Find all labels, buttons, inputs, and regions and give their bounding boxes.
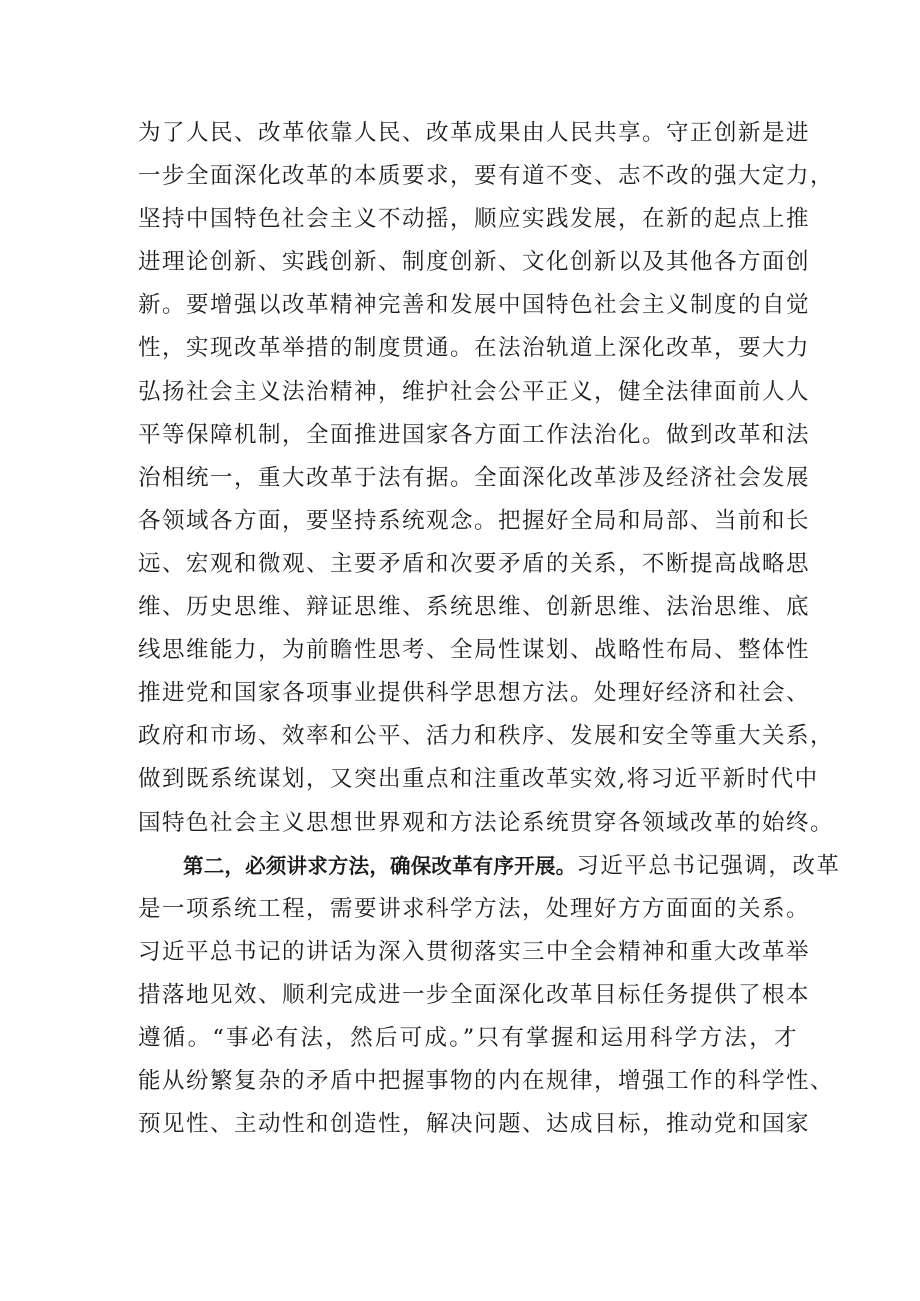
document-body [138,112,841,1146]
text-line: 弘扬社会主义法治精神，维护社会公平正义，健全法律面前人人 [138,378,811,405]
text-line: 线思维能力，为前瞻性思考、全局性谋划、战略性布局、整体性 [138,637,811,664]
text-line: 远、宏观和微观、主要矛盾和次要矛盾的关系，不断提高战略思 [138,550,811,577]
text-line: 做到既系统谋划，又突出重点和注重改革实效,将习近平新时代中 [138,766,819,793]
text-line: 性，实现改革举措的制度贯通。在法治轨道上深化改革，要大力 [138,335,811,362]
text-line: 为了人民、改革依靠人民、改革成果由人民共享。守正创新是进 [138,120,811,146]
text-line: 遵循。“事必有法，然后可成。”只有掌握和运用科学方法，才 [138,1024,798,1051]
text-line: 措落地见效、顺利完成进一步全面深化改革目标任务提供了根本 [138,981,811,1008]
section-heading: 第二，必须讲求方法，确保改革有序开展。 [183,853,577,878]
text-line: 是一项系统工程，需要讲求科学方法，处理好方方面面的关系。 [138,895,811,922]
text-line: 坚持中国特色社会主义不动摇，顺应实践发展，在新的起点上推 [138,206,811,233]
text-line: 进理论创新、实践创新、制度创新、文化创新以及其他各方面创 [138,249,811,276]
text-line: 治相统一，重大改革于法有据。全面深化改革涉及经济社会发展 [138,464,811,491]
text-line: 习近平总书记的讲话为深入贯彻落实三中全会精神和重大改革举 [138,938,811,965]
text-line: 一步全面深化改革的本质要求，要有道不变、志不改的强大定力， [138,163,835,190]
text-line: 维、历史思维、辩证思维、系统思维、创新思维、法治思维、底 [138,594,811,621]
paragraph-1 [138,112,835,845]
text-line: 推进党和国家各项事业提供科学思想方法。处理好经济和社会、 [138,680,811,707]
text-line [138,845,841,888]
text-line: 平等保障机制，全面推进国家各方面工作法治化。做到改革和法 [138,421,811,448]
text-line: 政府和市场、效率和公平、活力和秩序、发展和安全等重大关系， [138,723,835,750]
heading-continuation: 习近平总书记强调，改革 [576,852,841,879]
text-line: 国特色社会主义思想世界观和方法论系统贯穿各领域改革的始终。 [138,809,835,836]
text-line: 各领域各方面，要坚持系统观念。把握好全局和局部、当前和长 [138,507,811,534]
text-line: 能从纷繁复杂的矛盾中把握事物的内在规律，增强工作的科学性、 [138,1068,835,1095]
text-line: 预见性、主动性和创造性，解决问题、达成目标，推动党和国家 [138,1111,811,1138]
paragraph-2 [138,845,841,1147]
text-line: 新。要增强以改革精神完善和发展中国特色社会主义制度的自觉 [138,292,811,319]
